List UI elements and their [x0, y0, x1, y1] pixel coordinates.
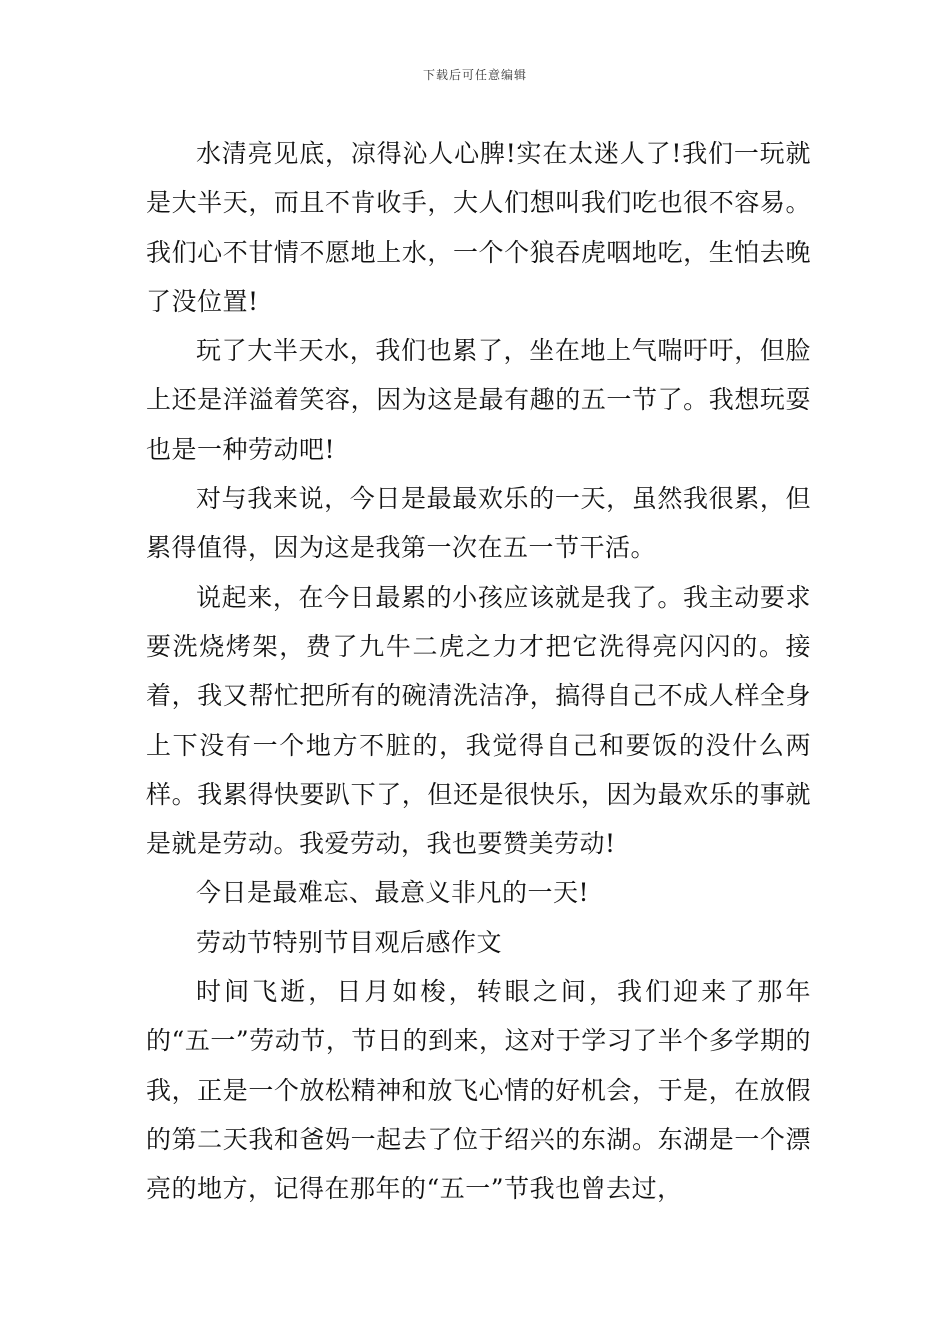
paragraph-1: 水清亮见底，凉得沁人心脾!实在太迷人了!我们一玩就是大半天，而且不肯收手，大人们想叫我们吃也很不容易。我们心不甘情不愿地上水，一个个狼吞虎咽地吃，生怕去晚了没位置!	[146, 139, 811, 316]
page-header-note: 下载后可任意编辑	[422, 68, 527, 82]
section-heading: 劳动节特别节目观后感作文	[196, 927, 503, 957]
paragraph-7: 时间飞逝，日月如梭，转眼之间，我们迎来了那年的“五一”劳动节，节日的到来，这对于学习了半个多学期的我，正是一个放松精神和放飞心情的好机会，于是，在放假的第二天我和爸妈一起去了位于绍兴的东湖。东湖是一个漂亮的地方，记得在那年的“五一”节我也曾去过，	[146, 977, 811, 1204]
paragraph-4: 说起来，在今日最累的小孩应该就是我了。我主动要求要洗烧烤架，费了九牛二虎之力才把它洗得亮闪闪的。接着，我又帮忙把所有的碗清洗洁净，搞得自己不成人样全身上下没有一个地方不脏的，我觉得自己和要饭的没什么两样。我累得快要趴下了，但还是很快乐，因为最欢乐的事就是就是劳动。我爱劳动，我也要赞美劳动!	[146, 582, 811, 859]
paragraph-5: 今日是最难忘、最意义非凡的一天!	[196, 878, 590, 908]
paragraph-2: 玩了大半天水，我们也累了，坐在地上气喘吁吁，但脸上还是洋溢着笑容，因为这是最有趣的五一节了。我想玩耍也是一种劳动吧!	[146, 336, 811, 464]
document-body	[146, 129, 811, 1214]
paragraph-3: 对与我来说，今日是最最欢乐的一天，虽然我很累，但累得值得，因为这是我第一次在五一节干活。	[146, 484, 811, 563]
